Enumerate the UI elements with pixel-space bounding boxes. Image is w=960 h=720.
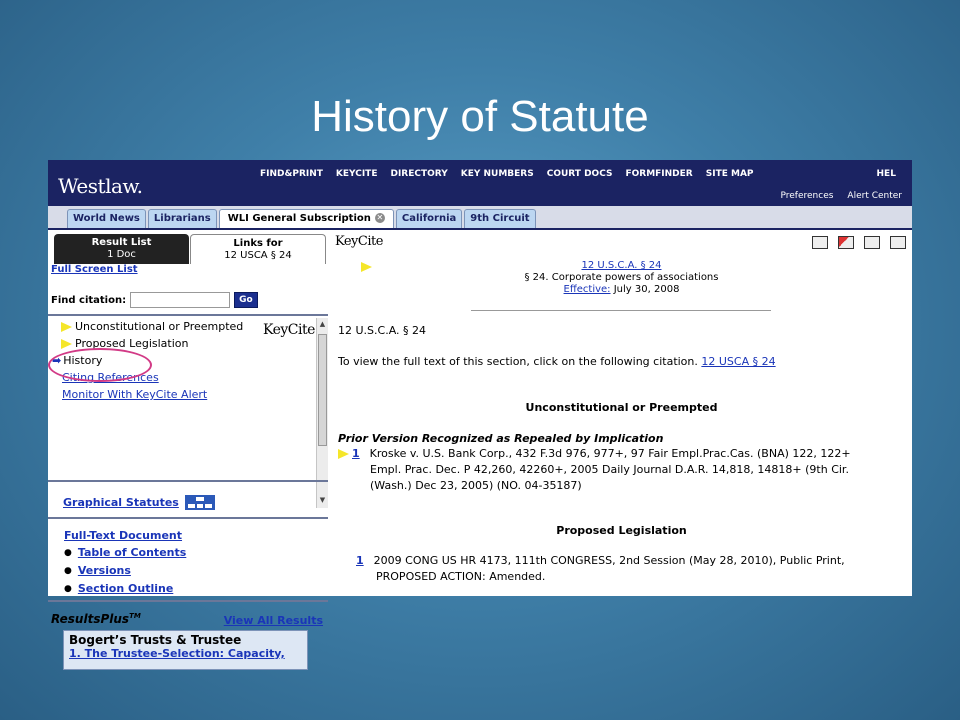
divider <box>48 517 328 519</box>
alert-center-link[interactable]: Alert Center <box>847 191 902 201</box>
kc-history-link[interactable]: History <box>63 354 103 367</box>
download-icon[interactable] <box>812 236 828 249</box>
effective-row <box>331 284 912 295</box>
resultsplus-logo <box>51 612 141 626</box>
close-tab-icon[interactable]: ✕ <box>376 213 384 222</box>
divider <box>471 310 771 311</box>
header-bar <box>48 160 912 206</box>
annotation-circle <box>48 348 152 382</box>
result-box <box>63 630 308 670</box>
westlaw-screenshot <box>48 160 912 660</box>
divider <box>48 600 328 602</box>
nav-formfinder[interactable]: FORMFINDER <box>625 169 693 179</box>
kc-unconstitutional-link[interactable]: Unconstitutional or Preempted <box>75 320 244 333</box>
table-of-contents-link[interactable]: Table of Contents <box>77 546 187 559</box>
case-entry <box>338 446 851 494</box>
tab-wli-general-subscription[interactable] <box>219 209 394 228</box>
result-list-tab[interactable] <box>54 234 189 264</box>
prior-version-heading: Prior Version Recognized as Repealed by Implication <box>338 432 664 445</box>
case-line-3: (Wash.) Dec 23, 2005) (NO. 04-35187) <box>370 479 582 492</box>
list-item <box>64 580 186 598</box>
full-text-document-link[interactable]: Full-Text Document <box>64 529 183 542</box>
keycite-logo: KeyCite <box>263 322 315 338</box>
kc-monitor-alert-link[interactable]: Monitor With KeyCite Alert <box>62 388 208 401</box>
doc-toolbar <box>812 236 906 249</box>
print-icon[interactable] <box>864 236 880 249</box>
case-number-link[interactable]: 1 <box>352 447 360 460</box>
tab-librarians[interactable] <box>148 209 217 228</box>
email-icon[interactable] <box>890 236 906 249</box>
westlaw-logo[interactable]: Westlaw. <box>58 174 143 198</box>
divider <box>48 314 328 316</box>
list-item <box>64 562 186 580</box>
nav-directory[interactable]: DIRECTORY <box>390 169 448 179</box>
yellow-flag-icon <box>61 322 72 332</box>
nav-keycite[interactable]: KEYCITE <box>335 169 378 179</box>
nav-site-map[interactable]: SITE MAP <box>705 169 754 179</box>
tab-label: WLI General Subscription <box>227 213 371 224</box>
tab-sub: 12 USCA § 24 <box>224 250 292 261</box>
tab-title: Result List <box>91 237 152 248</box>
yellow-flag-icon <box>61 339 72 349</box>
preferences-link[interactable]: Preferences <box>780 191 834 201</box>
tab-label: California <box>401 213 457 224</box>
document-pane <box>331 230 912 596</box>
tab-california[interactable] <box>396 209 462 228</box>
links-for-tab[interactable] <box>190 234 326 264</box>
sub-nav <box>780 191 902 201</box>
nav-court-docs[interactable]: COURT DOCS <box>546 169 613 179</box>
yellow-flag-icon <box>338 449 349 459</box>
scroll-thumb[interactable] <box>318 334 327 446</box>
keycite-logo: KeyCite <box>335 234 383 249</box>
tab-label: 9th Circuit <box>470 213 530 224</box>
left-panel <box>48 230 328 660</box>
result-link[interactable]: 1. The Trustee-Selection: Capacity, <box>69 647 285 660</box>
org-chart-icon[interactable] <box>185 495 215 510</box>
scroll-down-icon[interactable]: ▼ <box>319 496 326 504</box>
effective-date: July 30, 2008 <box>613 284 680 295</box>
effective-label[interactable]: Effective: <box>563 284 611 295</box>
view-text: To view the full text of this section, click on the following citation. <box>338 355 698 368</box>
full-text-section <box>64 529 186 598</box>
go-button[interactable]: Go <box>234 292 258 308</box>
doc-cite-link-row <box>331 260 912 271</box>
legislation-line-1: 2009 CONG US HR 4173, 111th CONGRESS, 2nd Session (May 28, 2010), Public Print, <box>373 554 845 567</box>
view-all-results-link[interactable]: View All Results <box>223 614 323 627</box>
section-outline-link[interactable]: Section Outline <box>77 582 174 595</box>
case-line <box>356 553 845 569</box>
cite-plain: 12 U.S.C.A. § 24 <box>338 324 427 337</box>
doc-cite-link[interactable]: 12 U.S.C.A. § 24 <box>581 260 662 271</box>
top-nav <box>260 169 896 179</box>
list-item <box>52 386 310 403</box>
case-line <box>338 446 851 462</box>
scroll-up-icon[interactable]: ▲ <box>319 320 326 328</box>
tab-title: Links for <box>233 238 283 249</box>
tab-label: World News <box>73 213 140 224</box>
tab-bar <box>67 209 536 228</box>
full-text-sub-list <box>64 544 186 598</box>
legislation-number-link[interactable]: 1 <box>356 554 364 567</box>
nav-find-print[interactable]: FIND&PRINT <box>260 169 323 179</box>
list-item <box>64 544 186 562</box>
tab-world-news[interactable] <box>67 209 146 228</box>
divider <box>48 480 328 482</box>
heading-proposed-legislation: Proposed Legislation <box>556 524 687 537</box>
versions-link[interactable]: Versions <box>77 564 131 577</box>
heading-unconstitutional: Unconstitutional or Preempted <box>525 401 718 414</box>
find-citation <box>51 292 258 308</box>
slide-title: History of Statute <box>311 92 649 141</box>
save-icon[interactable] <box>838 236 854 249</box>
section-title: § 24. Corporate powers of associations <box>524 272 719 283</box>
case-line-1: Kroske v. U.S. Bank Corp., 432 F.3d 976, 977+, 97 Fair Empl.Prac.Cas. (BNA) 122, 122+ <box>369 447 851 460</box>
legislation-entry <box>338 553 845 585</box>
kc-proposed-legislation-link[interactable]: Proposed Legislation <box>75 337 189 350</box>
view-full-text-link[interactable]: 12 USCA § 24 <box>701 355 776 368</box>
tab-9th-circuit[interactable] <box>464 209 535 228</box>
nav-key-numbers[interactable]: KEY NUMBERS <box>460 169 534 179</box>
find-citation-label: Find citation: <box>51 294 127 306</box>
graphical-statutes-link[interactable]: Graphical Statutes <box>63 496 179 509</box>
legislation-line-2: PROPOSED ACTION: Amended. <box>376 570 546 583</box>
result-title: Bogert’s Trusts & Trustee <box>69 633 242 647</box>
resultsplus-label: ResultsPlus <box>51 612 130 626</box>
tab-label: Librarians <box>153 213 211 224</box>
nav-help[interactable]: HEL <box>876 169 896 179</box>
arrow-right-icon: ➡ <box>52 354 62 367</box>
find-citation-input[interactable] <box>130 292 230 308</box>
kc-citing-references-link[interactable]: Citing References <box>62 371 159 384</box>
case-line-2: Empl. Prac. Dec. P 42,260, 42260+, 2005 Daily Journal D.A.R. 14,818, 14818+ (9th Cir. <box>370 463 849 476</box>
trademark-mark: TM <box>129 612 141 620</box>
tab-sub: 1 Doc <box>107 249 136 260</box>
full-screen-list-link[interactable]: Full Screen List <box>51 264 138 275</box>
view-text-row <box>338 355 776 368</box>
graphical-statutes <box>63 495 215 510</box>
